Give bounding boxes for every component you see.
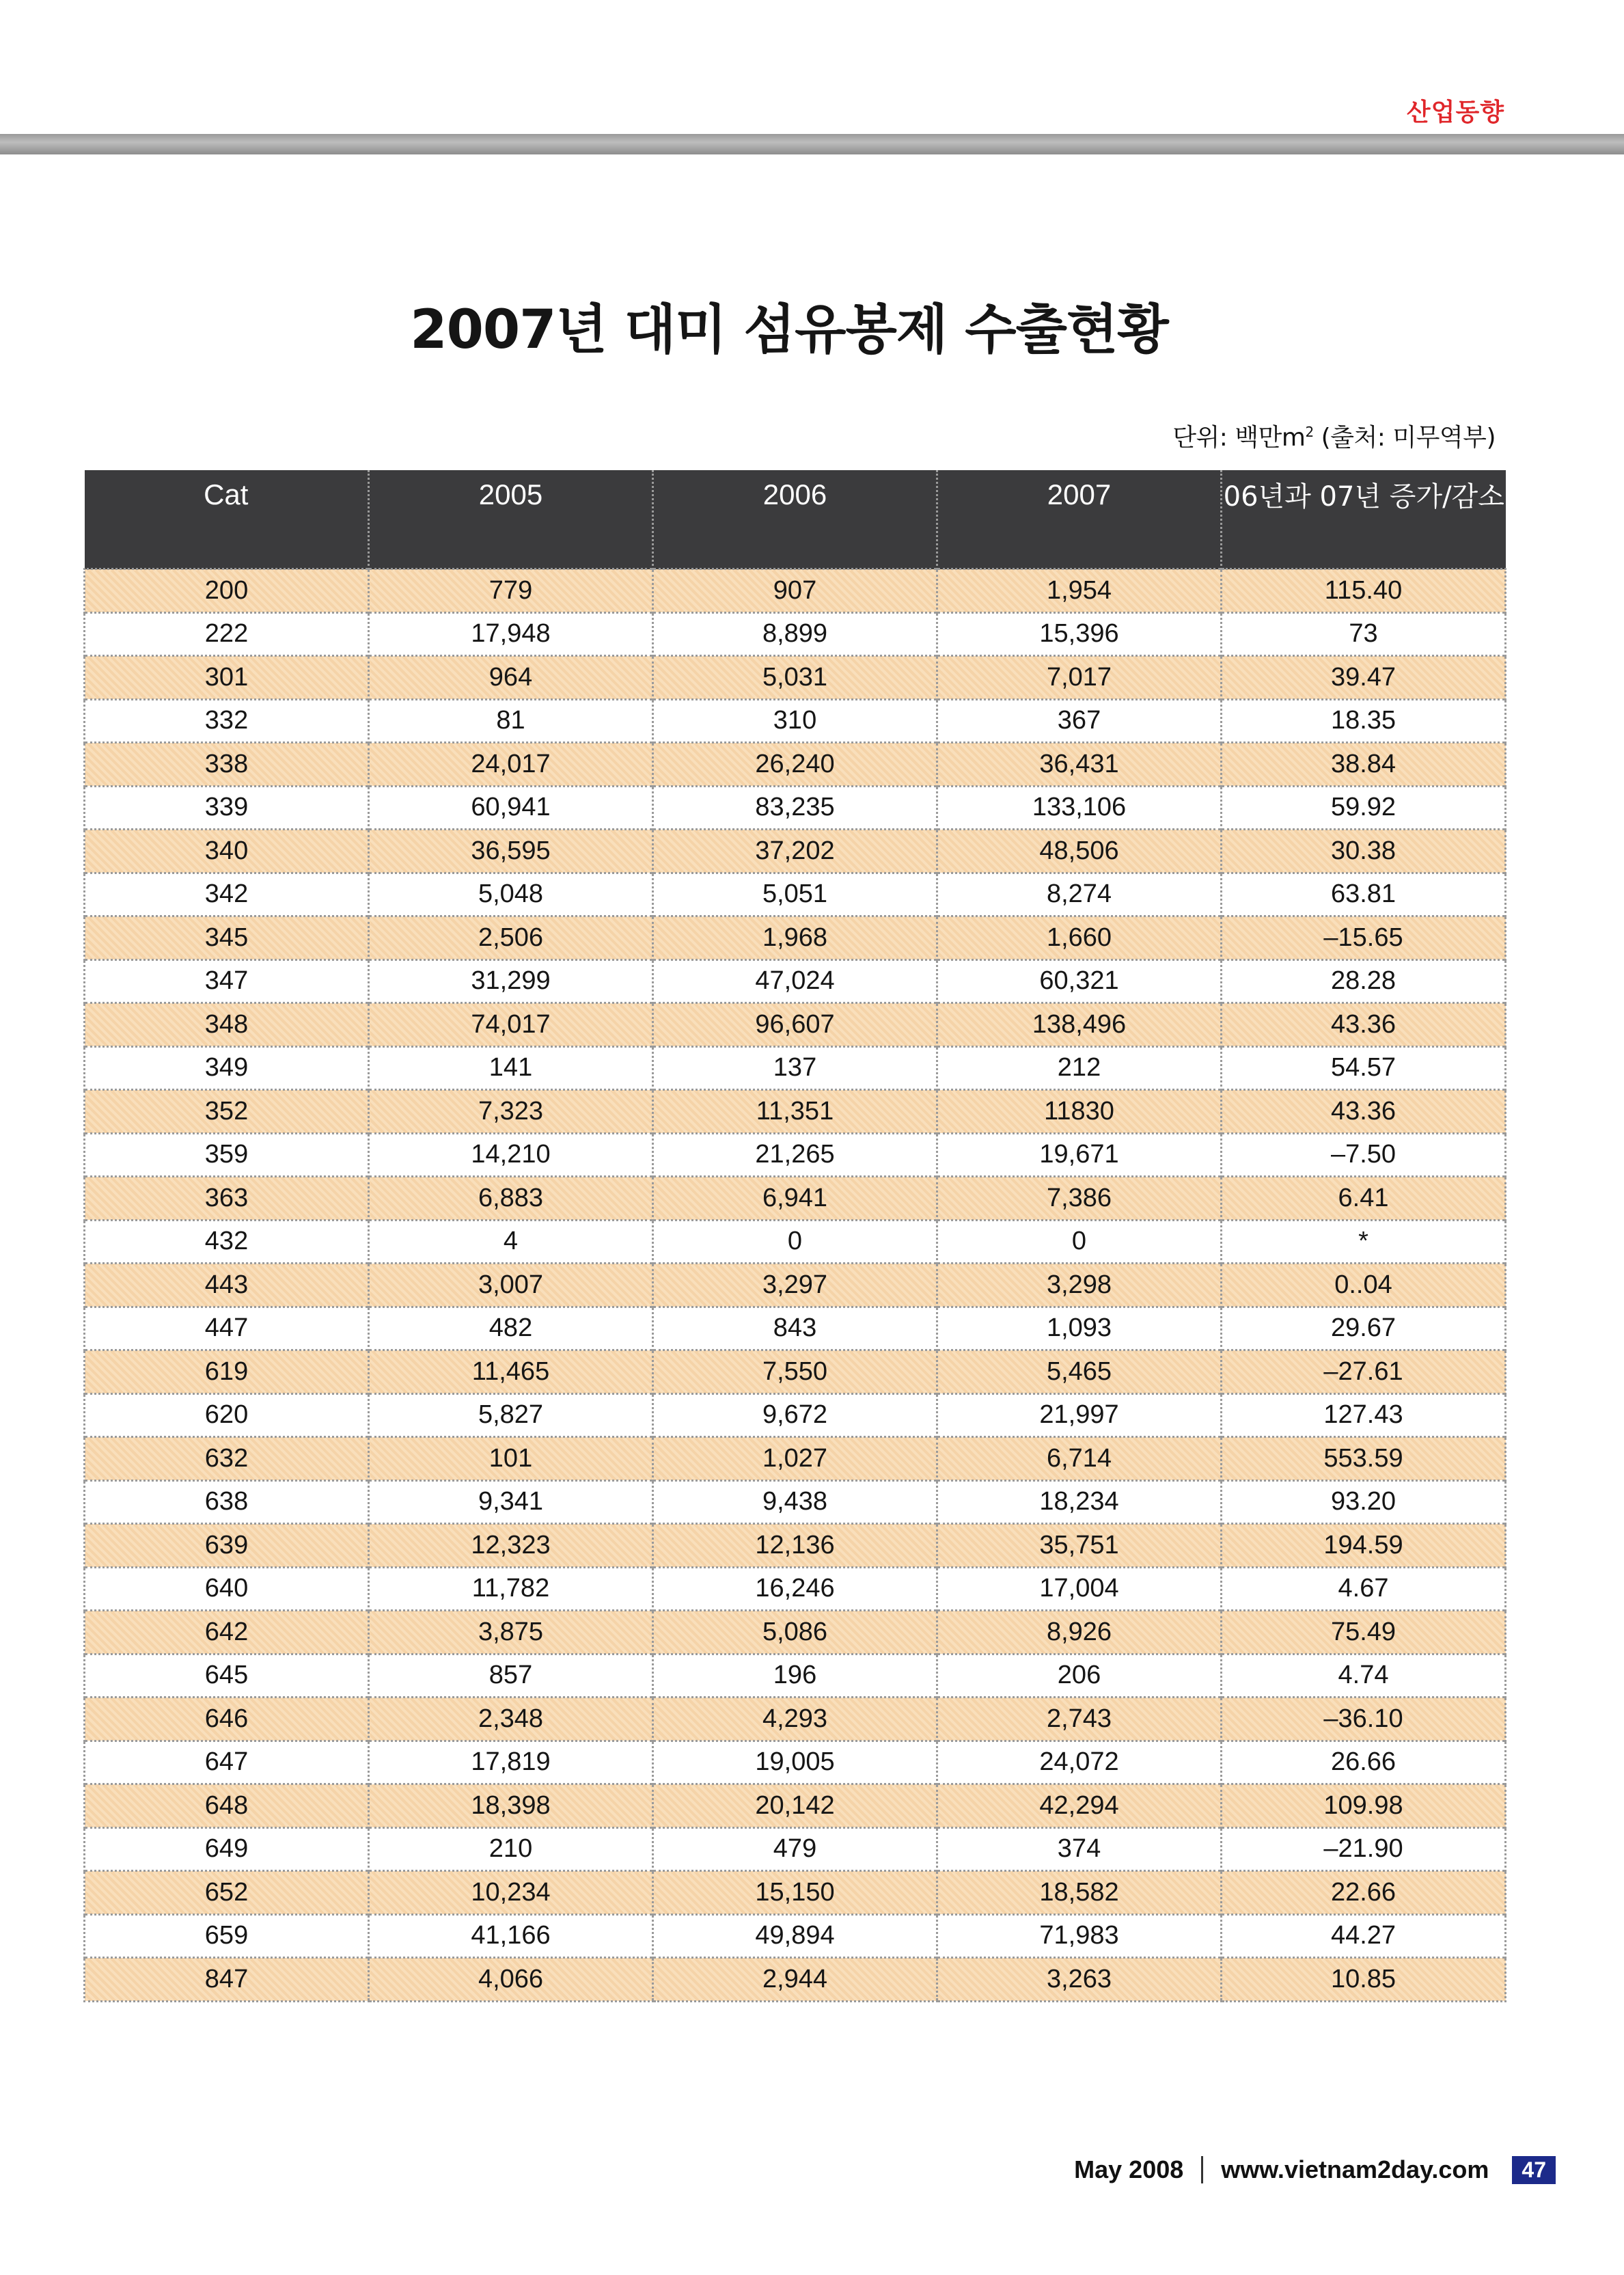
table-cell: 17,004 (937, 1567, 1222, 1611)
unit-note-superscript: 2 (1305, 424, 1314, 440)
table-row (85, 1046, 1506, 1090)
unit-note-prefix: 단위: 백만m (1172, 424, 1306, 452)
footer-separator (1201, 2156, 1203, 2183)
table-cell: 2,743 (937, 1698, 1222, 1741)
table-cell: 141 (369, 1046, 653, 1090)
table-row (85, 1567, 1506, 1611)
table-row (85, 1307, 1506, 1350)
table-cell: 9,341 (369, 1480, 653, 1524)
table-cell: 43.36 (1222, 1090, 1506, 1134)
table-row (85, 743, 1506, 787)
table-cell: 29.67 (1222, 1307, 1506, 1350)
table-cell: 11,782 (369, 1567, 653, 1611)
table-cell: 310 (653, 699, 937, 743)
table-cell: 2,944 (653, 1958, 937, 2002)
table-cell: 17,948 (369, 612, 653, 656)
table-cell: 8,899 (653, 612, 937, 656)
table-cell: 553.59 (1222, 1437, 1506, 1481)
header-divider-bar (0, 134, 1624, 154)
table-cell: 133,106 (937, 786, 1222, 830)
table-row (85, 1220, 1506, 1264)
table-row (85, 1393, 1506, 1437)
table-cell: 71,983 (937, 1914, 1222, 1958)
table-cell: 17,819 (369, 1741, 653, 1784)
table-cell: 49,894 (653, 1914, 937, 1958)
table-cell: 18,582 (937, 1871, 1222, 1915)
table-row (85, 1827, 1506, 1871)
table-cell: 3,007 (369, 1264, 653, 1307)
table-cell: 652 (85, 1871, 369, 1915)
table-cell: 847 (85, 1958, 369, 2002)
table-cell: 4 (369, 1220, 653, 1264)
table-cell: 647 (85, 1741, 369, 1784)
table-cell: 20,142 (653, 1784, 937, 1828)
table-cell: 194.59 (1222, 1524, 1506, 1568)
table-row (85, 569, 1506, 613)
table-row (85, 786, 1506, 830)
table-cell: 30.38 (1222, 830, 1506, 873)
section-tag: 산업동향 (1406, 98, 1504, 126)
table-cell: 5,048 (369, 873, 653, 916)
table-cell: 907 (653, 569, 937, 613)
table-cell: 11,465 (369, 1350, 653, 1394)
table-cell: 5,465 (937, 1350, 1222, 1394)
table-cell: 367 (937, 699, 1222, 743)
column-header-2005: 2005 (369, 470, 653, 569)
table-row (85, 873, 1506, 916)
column-header-cat: Cat (85, 470, 369, 569)
table-header-row (85, 470, 1506, 569)
table-cell: 4.74 (1222, 1654, 1506, 1698)
table-row (85, 830, 1506, 873)
table-row (85, 1133, 1506, 1177)
table-cell: 210 (369, 1827, 653, 1871)
table-cell: 26.66 (1222, 1741, 1506, 1784)
table-cell: –21.90 (1222, 1827, 1506, 1871)
table-cell: 338 (85, 743, 369, 787)
table-cell: 447 (85, 1307, 369, 1350)
table-cell: * (1222, 1220, 1506, 1264)
table-cell: 10,234 (369, 1871, 653, 1915)
table-cell: 0..04 (1222, 1264, 1506, 1307)
table-cell: 352 (85, 1090, 369, 1134)
table-cell: 3,263 (937, 1958, 1222, 2002)
table-row (85, 1480, 1506, 1524)
table-cell: –36.10 (1222, 1698, 1506, 1741)
table-cell: 59.92 (1222, 786, 1506, 830)
table-cell: 347 (85, 959, 369, 1003)
table-cell: 659 (85, 1914, 369, 1958)
table-cell: 18,398 (369, 1784, 653, 1828)
table-cell: 964 (369, 656, 653, 700)
table-cell: 645 (85, 1654, 369, 1698)
table-cell: 73 (1222, 612, 1506, 656)
table-cell: 359 (85, 1133, 369, 1177)
column-header-change: 06년과 07년 증가/감소 (1222, 470, 1506, 569)
table-cell: 340 (85, 830, 369, 873)
table-cell: 640 (85, 1567, 369, 1611)
table-cell: 7,550 (653, 1350, 937, 1394)
table-cell: 332 (85, 699, 369, 743)
table-row (85, 1437, 1506, 1481)
table-cell: 432 (85, 1220, 369, 1264)
table-cell: 47,024 (653, 959, 937, 1003)
table-cell: 12,323 (369, 1524, 653, 1568)
table-cell: 10.85 (1222, 1958, 1506, 2002)
page-footer (1074, 2153, 1556, 2187)
table-cell: 4.67 (1222, 1567, 1506, 1611)
table-cell: 26,240 (653, 743, 937, 787)
table-cell: 0 (937, 1220, 1222, 1264)
table-cell: 7,017 (937, 656, 1222, 700)
table-cell: 1,660 (937, 916, 1222, 960)
table-cell: 38.84 (1222, 743, 1506, 787)
table-cell: 54.57 (1222, 1046, 1506, 1090)
table-cell: 345 (85, 916, 369, 960)
table-cell: 0 (653, 1220, 937, 1264)
table-cell: 857 (369, 1654, 653, 1698)
table-cell: 127.43 (1222, 1393, 1506, 1437)
table-row (85, 1524, 1506, 1568)
table-body (85, 569, 1506, 2002)
table-cell: 482 (369, 1307, 653, 1350)
table-cell: 843 (653, 1307, 937, 1350)
table-cell: 1,954 (937, 569, 1222, 613)
table-cell: 115.40 (1222, 569, 1506, 613)
table-cell: 2,506 (369, 916, 653, 960)
table-cell: 21,265 (653, 1133, 937, 1177)
table-cell: 1,093 (937, 1307, 1222, 1350)
table-row (85, 1090, 1506, 1134)
table-cell: 8,926 (937, 1611, 1222, 1654)
table-cell: 28.28 (1222, 959, 1506, 1003)
table-cell: 74,017 (369, 1003, 653, 1047)
table-cell: 619 (85, 1350, 369, 1394)
table-cell: 339 (85, 786, 369, 830)
table-row (85, 656, 1506, 700)
table-cell: 5,827 (369, 1393, 653, 1437)
table-cell: 206 (937, 1654, 1222, 1698)
table-cell: 779 (369, 569, 653, 613)
table-cell: 39.47 (1222, 656, 1506, 700)
table-row (85, 1177, 1506, 1221)
table-cell: 18.35 (1222, 699, 1506, 743)
table-cell: 93.20 (1222, 1480, 1506, 1524)
table-cell: 649 (85, 1827, 369, 1871)
table-cell: 60,321 (937, 959, 1222, 1003)
page-number: 47 (1512, 2156, 1556, 2184)
table-cell: 19,671 (937, 1133, 1222, 1177)
table-row (85, 1698, 1506, 1741)
table-cell: 648 (85, 1784, 369, 1828)
page-title: 2007년 대미 섬유봉제 수출현황 (410, 299, 1168, 361)
table-cell: 646 (85, 1698, 369, 1741)
table-row (85, 1871, 1506, 1915)
table-cell: 3,875 (369, 1611, 653, 1654)
table-cell: 200 (85, 569, 369, 613)
table-cell: 3,297 (653, 1264, 937, 1307)
unit-note (1172, 418, 1496, 453)
table-cell: 109.98 (1222, 1784, 1506, 1828)
table-cell: 138,496 (937, 1003, 1222, 1047)
table-row (85, 1264, 1506, 1307)
table-cell: 6,883 (369, 1177, 653, 1221)
table-cell: 6,714 (937, 1437, 1222, 1481)
table-cell: 11830 (937, 1090, 1222, 1134)
table-cell: –15.65 (1222, 916, 1506, 960)
table-cell: 41,166 (369, 1914, 653, 1958)
footer-website: www.vietnam2day.com (1221, 2155, 1489, 2183)
table-cell: 443 (85, 1264, 369, 1307)
table-cell: 2,348 (369, 1698, 653, 1741)
table-cell: 4,066 (369, 1958, 653, 2002)
table-row (85, 959, 1506, 1003)
table-cell: 5,086 (653, 1611, 937, 1654)
table-cell: 15,150 (653, 1871, 937, 1915)
table-cell: 642 (85, 1611, 369, 1654)
table-cell: 81 (369, 699, 653, 743)
table-row (85, 612, 1506, 656)
table-cell: 1,968 (653, 916, 937, 960)
table-cell: 9,438 (653, 1480, 937, 1524)
table-cell: 222 (85, 612, 369, 656)
unit-note-suffix: (출처: 미무역부) (1313, 424, 1496, 452)
table-cell: 11,351 (653, 1090, 937, 1134)
table-row (85, 1350, 1506, 1394)
table-cell: 18,234 (937, 1480, 1222, 1524)
table-cell: 479 (653, 1827, 937, 1871)
table-cell: 15,396 (937, 612, 1222, 656)
table-cell: 96,607 (653, 1003, 937, 1047)
table-cell: 639 (85, 1524, 369, 1568)
table-row (85, 1611, 1506, 1654)
table-cell: 42,294 (937, 1784, 1222, 1828)
table-cell: 7,386 (937, 1177, 1222, 1221)
table-cell: 137 (653, 1046, 937, 1090)
table-cell: 196 (653, 1654, 937, 1698)
column-header-2007: 2007 (937, 470, 1222, 569)
table-cell: 75.49 (1222, 1611, 1506, 1654)
footer-issue: May 2008 (1074, 2155, 1184, 2183)
table-cell: 12,136 (653, 1524, 937, 1568)
table-cell: 63.81 (1222, 873, 1506, 916)
table-cell: 19,005 (653, 1741, 937, 1784)
table-cell: 7,323 (369, 1090, 653, 1134)
table-cell: 48,506 (937, 830, 1222, 873)
table-cell: 3,298 (937, 1264, 1222, 1307)
table-cell: 14,210 (369, 1133, 653, 1177)
table-row (85, 1741, 1506, 1784)
table-cell: 638 (85, 1480, 369, 1524)
table-cell: 5,031 (653, 656, 937, 700)
table-cell: 36,431 (937, 743, 1222, 787)
table-cell: 349 (85, 1046, 369, 1090)
table-cell: 9,672 (653, 1393, 937, 1437)
table-cell: 43.36 (1222, 1003, 1506, 1047)
table-cell: 8,274 (937, 873, 1222, 916)
column-header-2006: 2006 (653, 470, 937, 569)
table-cell: 374 (937, 1827, 1222, 1871)
table-cell: 35,751 (937, 1524, 1222, 1568)
table-cell: 44.27 (1222, 1914, 1506, 1958)
table-cell: 632 (85, 1437, 369, 1481)
table-row (85, 1654, 1506, 1698)
table-row (85, 699, 1506, 743)
table-cell: 83,235 (653, 786, 937, 830)
table-cell: 60,941 (369, 786, 653, 830)
table-cell: 5,051 (653, 873, 937, 916)
table-cell: 342 (85, 873, 369, 916)
table-cell: 348 (85, 1003, 369, 1047)
export-table (83, 470, 1506, 2002)
table-cell: 36,595 (369, 830, 653, 873)
table-cell: –7.50 (1222, 1133, 1506, 1177)
table-cell: 6,941 (653, 1177, 937, 1221)
table-cell: 301 (85, 656, 369, 700)
table-cell: 101 (369, 1437, 653, 1481)
table-cell: 21,997 (937, 1393, 1222, 1437)
table-cell: 4,293 (653, 1698, 937, 1741)
table-row (85, 1784, 1506, 1828)
table-cell: 37,202 (653, 830, 937, 873)
table-cell: 6.41 (1222, 1177, 1506, 1221)
table-row (85, 916, 1506, 960)
table-cell: 24,017 (369, 743, 653, 787)
table-cell: 16,246 (653, 1567, 937, 1611)
table-cell: 22.66 (1222, 1871, 1506, 1915)
table-row (85, 1003, 1506, 1047)
table-cell: 620 (85, 1393, 369, 1437)
table-row (85, 1958, 1506, 2002)
table-cell: 363 (85, 1177, 369, 1221)
table-row (85, 1914, 1506, 1958)
table-cell: 24,072 (937, 1741, 1222, 1784)
table-cell: 31,299 (369, 959, 653, 1003)
table-cell: –27.61 (1222, 1350, 1506, 1394)
table-cell: 212 (937, 1046, 1222, 1090)
table-cell: 1,027 (653, 1437, 937, 1481)
